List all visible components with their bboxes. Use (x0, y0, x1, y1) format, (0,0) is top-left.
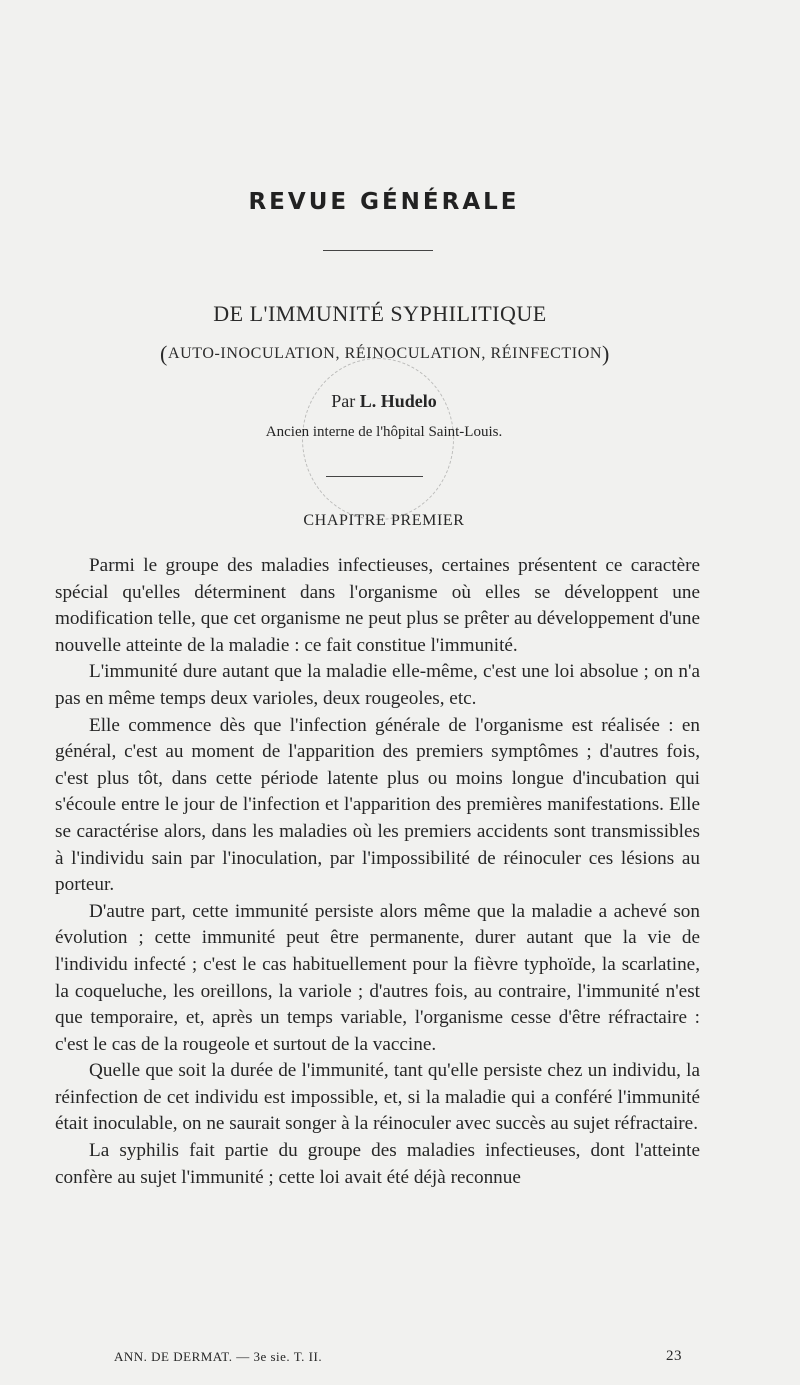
paragraph: La syphilis fait partie du groupe des maladies infectieuses, dont l'atteinte confère au sujet l'immunité ; cette loi avait été déjà reconnue (55, 1140, 700, 1188)
paragraph: Elle commence dès que l'infection générale de l'organisme est réalisée : en général, c'est au moment de l'apparition des premiers symptômes ; d'autres fois, c'est plus tôt, dans cette période latente plus ou moins longue d'incubation qui s'écoule entre le jour de l'infection et l'apparition des premières manifestations. Elle se caractérise alors, dans les maladies où les premiers accidents sont transmissibles à l'individu sain par l'inoculation, par l'impossibilité de réinoculer ces lésions au porteur. (55, 714, 700, 896)
author-affiliation: Ancien interne de l'hôpital Saint-Louis. (265, 424, 503, 440)
article-body (55, 553, 700, 1191)
title-divider (323, 250, 433, 251)
paragraph: D'autre part, cette immunité persiste alors même que la maladie a achevé son évolution ; cette immunité peut être permanente, durer autant que la vie de l'individu infecté ; c'est le cas habituellement pour la fièvre typhoïde, la scarlatine, la coqueluche, les oreillons, la variole ; d'autres fois, au contraire, l'immunité n'est que temporaire, et, après un temps variable, l'organisme cesse d'être réfractaire : c'est le cas de la rougeole et surtout de la vaccine. (55, 900, 700, 1055)
article-title: DE L'IMMUNITÉ SYPHILITIQUE (213, 301, 547, 326)
author-line (0, 391, 768, 412)
page-number: 23 (666, 1348, 682, 1364)
subtitle-open-paren: ( (160, 341, 168, 366)
section-heading: REVUE GÉNÉRALE (248, 189, 520, 215)
chapter-divider (326, 476, 423, 477)
paragraph: Quelle que soit la durée de l'immunité, tant qu'elle persiste chez un individu, la réinfection de cet individu est impossible, et, si la maladie qui a conféré l'immunité était inoculable, on ne saurait songer à la réinoculer avec succès au sujet réfractaire. (55, 1060, 700, 1135)
journal-reference: ANN. DE DERMAT. — 3e sie. T. II. (114, 1349, 323, 1364)
paragraph: L'immunité dure autant que la maladie elle-même, c'est une loi absolue ; on n'a pas en même temps deux varioles, deux rougeoles, etc. (55, 661, 700, 709)
subtitle-text: AUTO-INOCULATION, RÉINOCULATION, RÉINFECTION (167, 345, 603, 362)
subtitle-close-paren: ) (602, 341, 610, 366)
paragraph: Parmi le groupe des maladies infectieuses, certaines présentent ce caractère spécial qu'elles déterminent dans l'organisme où elles se développent une modification telle, que cet organisme ne peut plus se prêter au développement d'une nouvelle atteinte de la maladie : ce fait constitue l'immunité. (55, 555, 700, 656)
author-prefix: Par (331, 391, 360, 411)
author-name: L. Hudelo (359, 391, 437, 411)
article-subtitle (0, 341, 770, 367)
chapter-heading: CHAPITRE PREMIER (303, 512, 465, 529)
